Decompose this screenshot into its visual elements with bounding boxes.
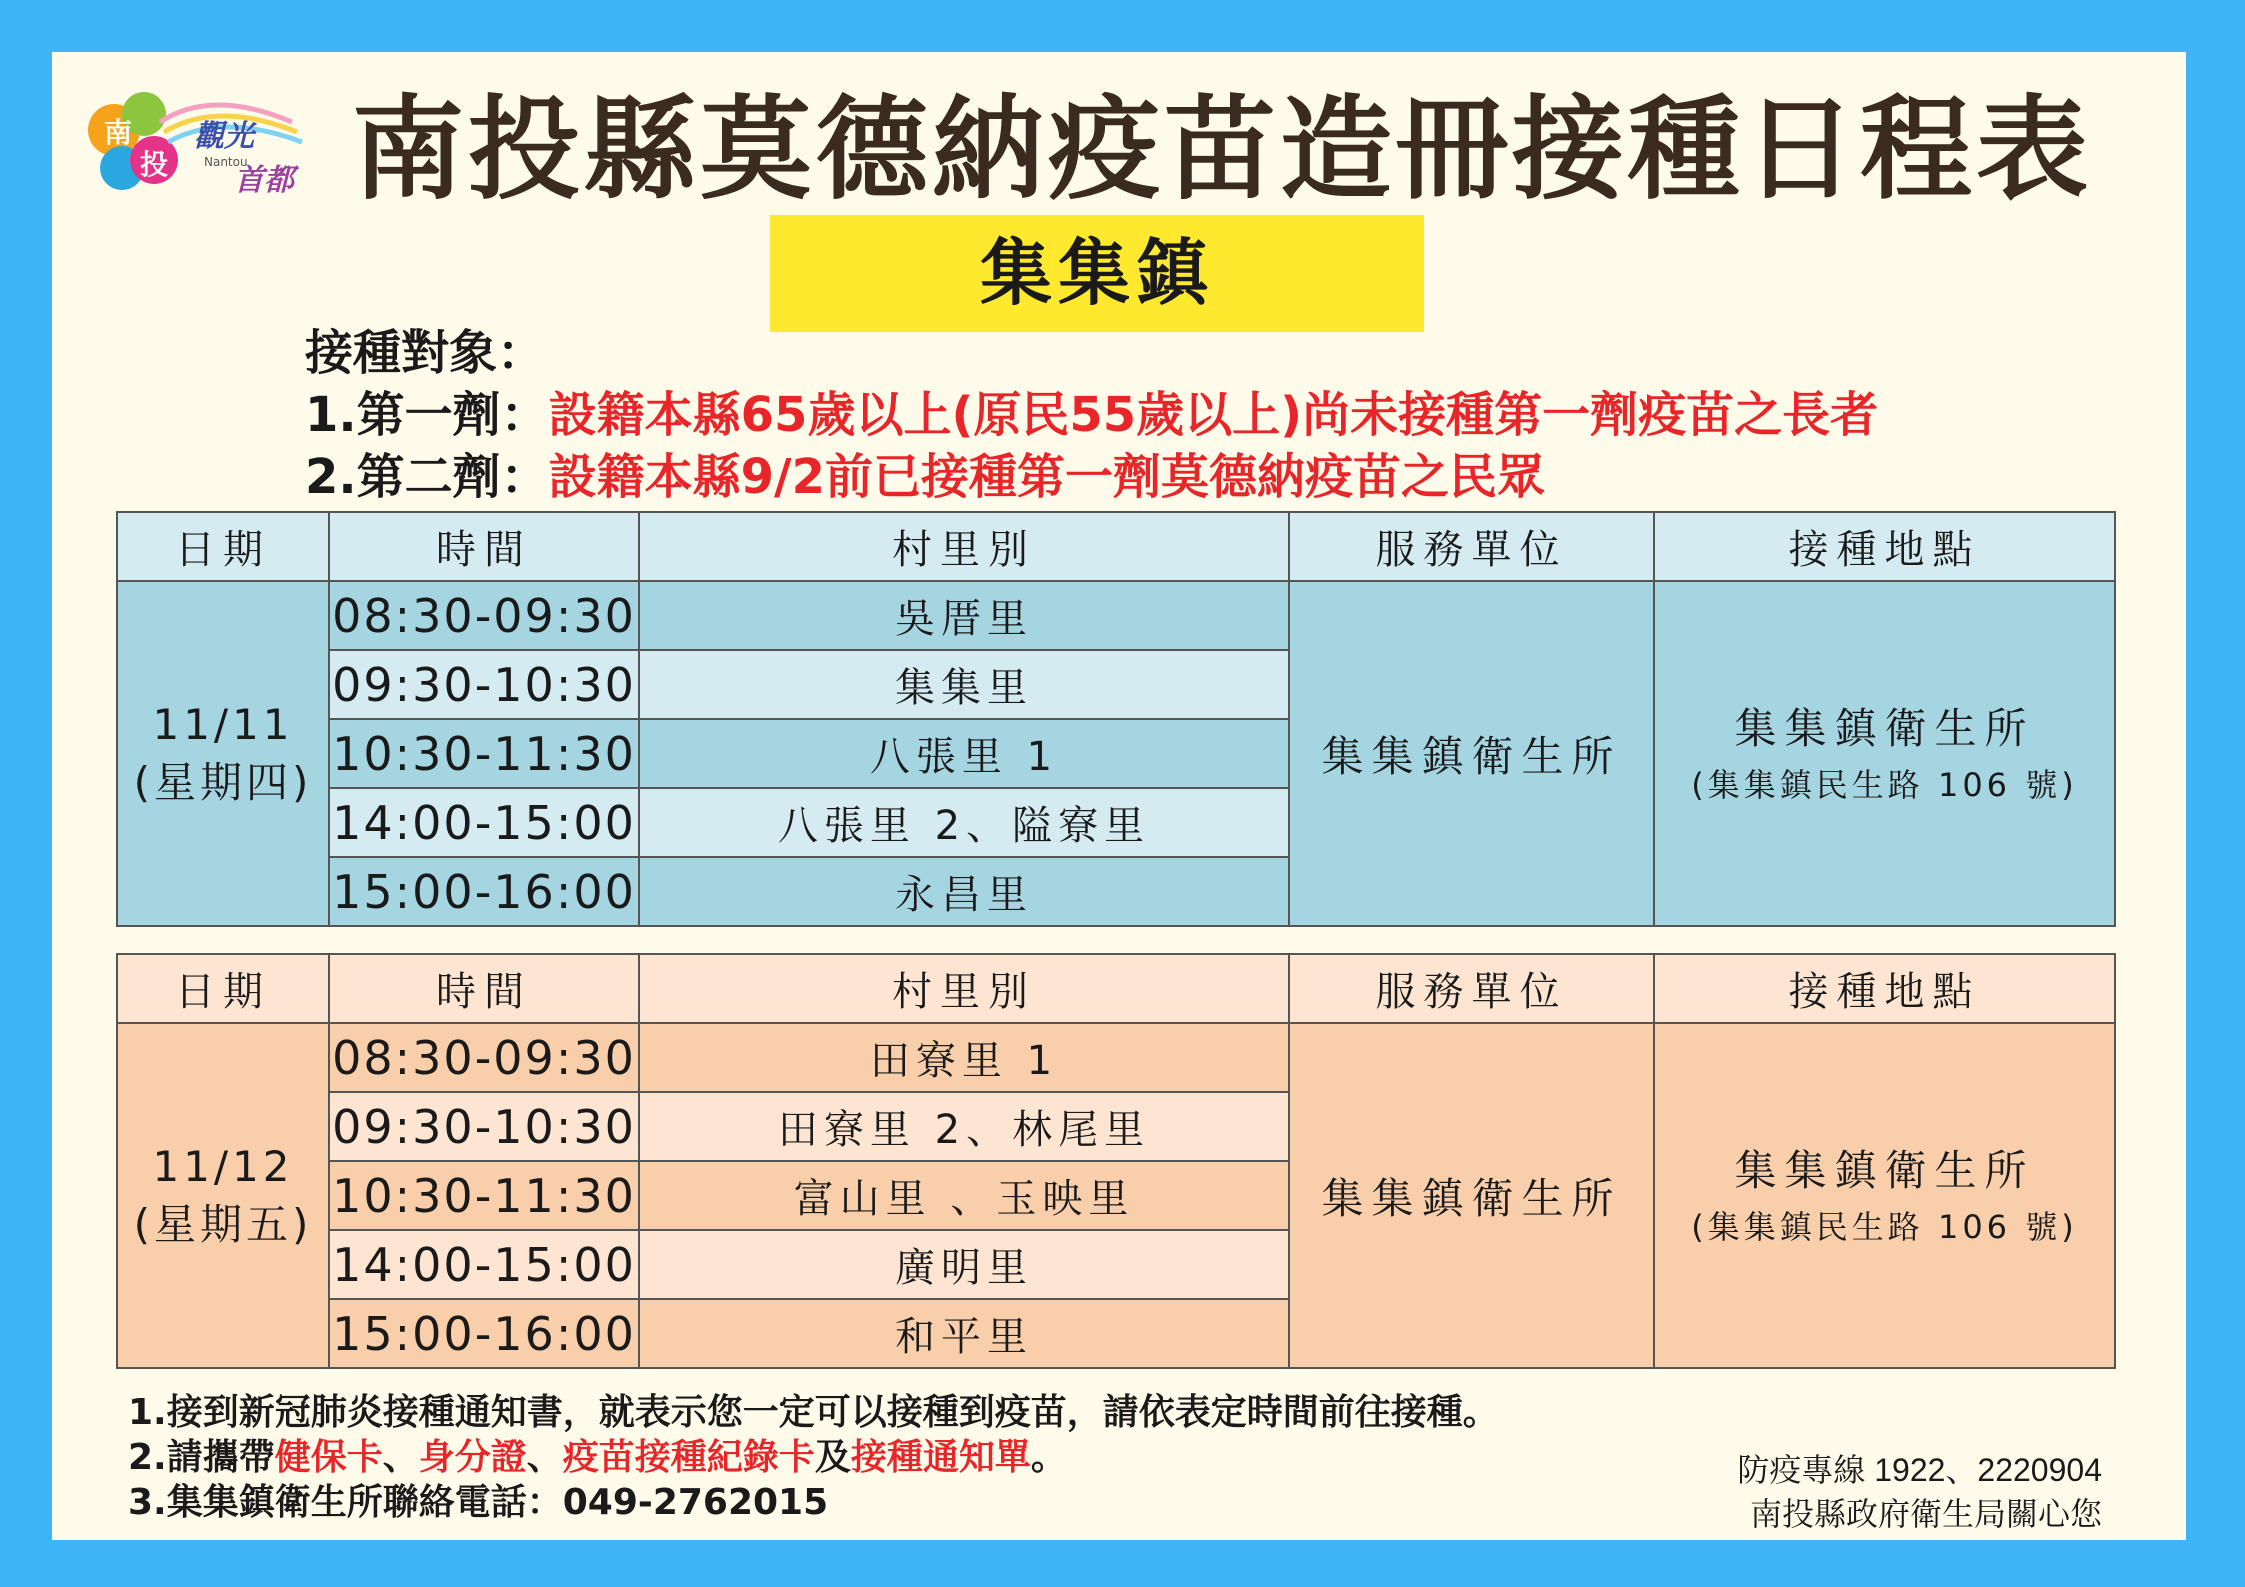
village-cell: 集集里	[639, 650, 1289, 719]
eligibility-label: 1.第一劑：	[305, 387, 549, 443]
date-value: 11/11	[152, 699, 294, 749]
location-name: 集集鎮衛生所	[1734, 703, 2035, 753]
time-cell: 08:30-09:30	[329, 1023, 639, 1092]
time-cell: 10:30-11:30	[329, 1161, 639, 1230]
service-unit-cell: 集集鎮衛生所	[1289, 581, 1654, 926]
nantou-tourism-logo	[82, 82, 332, 202]
eligibility-text: 設籍本縣9/2前已接種第一劑莫德納疫苗之民眾	[548, 449, 1545, 505]
village-cell: 永昌里	[639, 857, 1289, 926]
header-village: 村里別	[639, 954, 1289, 1023]
eligibility-item-first-dose	[305, 384, 2105, 446]
note-highlight: 身分證	[418, 1437, 527, 1478]
note-highlight: 接種通知單	[850, 1437, 1031, 1478]
schedule-table-day1	[116, 511, 2116, 927]
time-cell: 09:30-10:30	[329, 1092, 639, 1161]
eligibility-text: 設籍本縣65歲以上(原民55歲以上)尚未接種第一劑疫苗之長者	[548, 387, 1879, 443]
note-text: 、	[526, 1437, 563, 1478]
location-cell	[1654, 1023, 2115, 1368]
hotline-text: 防疫專線 1922、2220904	[1737, 1452, 2102, 1488]
header-date: 日期	[117, 512, 329, 581]
location-cell	[1654, 581, 2115, 926]
department-text: 南投縣政府衛生局關心您	[1749, 1496, 2102, 1532]
notes-section	[128, 1390, 1828, 1525]
village-cell: 廣明里	[639, 1230, 1289, 1299]
header-service-unit: 服務單位	[1289, 512, 1654, 581]
service-unit-cell: 集集鎮衛生所	[1289, 1023, 1654, 1368]
note-text: 2.請攜帶	[128, 1437, 275, 1478]
page-title: 南投縣莫德納疫苗造冊接種日程表	[352, 85, 2092, 215]
date-value: 11/12	[152, 1141, 294, 1191]
date-cell	[117, 1023, 329, 1368]
svg-text:Nantou: Nantou	[204, 155, 248, 169]
time-cell: 08:30-09:30	[329, 581, 639, 650]
logo-graphic	[82, 82, 332, 202]
town-banner: 集集鎮	[770, 215, 1424, 332]
svg-text:首都: 首都	[234, 163, 294, 198]
poster	[52, 52, 2186, 1540]
location-address: (集集鎮民生路 106 號)	[1691, 1207, 2078, 1246]
table-header-row	[117, 512, 2115, 581]
note-line-2	[128, 1435, 1828, 1480]
footer-contact	[1737, 1448, 2102, 1536]
header-service-unit: 服務單位	[1289, 954, 1654, 1023]
header-time: 時間	[329, 954, 639, 1023]
date-cell	[117, 581, 329, 926]
village-cell: 八張里 2、隘寮里	[639, 788, 1289, 857]
eligibility-item-second-dose	[305, 446, 2105, 508]
village-cell: 和平里	[639, 1299, 1289, 1368]
village-cell: 富山里 、玉映里	[639, 1161, 1289, 1230]
time-cell: 15:00-16:00	[329, 1299, 639, 1368]
location-address: (集集鎮民生路 106 號)	[1691, 765, 2078, 804]
table-header-row	[117, 954, 2115, 1023]
eligibility-heading: 接種對象：	[305, 325, 546, 381]
svg-text:南: 南	[104, 116, 133, 149]
header-time: 時間	[329, 512, 639, 581]
time-cell: 09:30-10:30	[329, 650, 639, 719]
svg-text:觀光: 觀光	[194, 119, 254, 154]
eligibility-label: 2.第二劑：	[305, 449, 549, 505]
table-row	[117, 1023, 2115, 1092]
time-cell: 14:00-15:00	[329, 1230, 639, 1299]
village-cell: 田寮里 1	[639, 1023, 1289, 1092]
village-cell: 田寮里 2、林尾里	[639, 1092, 1289, 1161]
svg-text:投: 投	[140, 148, 169, 181]
eligibility-section	[305, 322, 2105, 508]
header-location: 接種地點	[1654, 954, 2115, 1023]
schedule-table-day2	[116, 953, 2116, 1369]
location-name: 集集鎮衛生所	[1734, 1145, 2035, 1195]
time-cell: 10:30-11:30	[329, 719, 639, 788]
table-row	[117, 581, 2115, 650]
note-text: 、	[382, 1437, 419, 1478]
weekday-value: (星期四)	[133, 757, 313, 807]
header-village: 村里別	[639, 512, 1289, 581]
time-cell: 15:00-16:00	[329, 857, 639, 926]
header-date: 日期	[117, 954, 329, 1023]
weekday-value: (星期五)	[133, 1199, 313, 1249]
note-text: 。	[1030, 1437, 1067, 1478]
village-cell: 吳厝里	[639, 581, 1289, 650]
note-line-3: 3.集集鎮衛生所聯絡電話：049-2762015	[128, 1482, 829, 1523]
note-highlight: 疫苗接種紀錄卡	[562, 1437, 815, 1478]
time-cell: 14:00-15:00	[329, 788, 639, 857]
note-text: 及	[814, 1437, 851, 1478]
note-highlight: 健保卡	[274, 1437, 383, 1478]
village-cell: 八張里 1	[639, 719, 1289, 788]
header-location: 接種地點	[1654, 512, 2115, 581]
note-line-1: 1.接到新冠肺炎接種通知書，就表示您一定可以接種到疫苗，請依表定時間前往接種。	[128, 1392, 1499, 1433]
